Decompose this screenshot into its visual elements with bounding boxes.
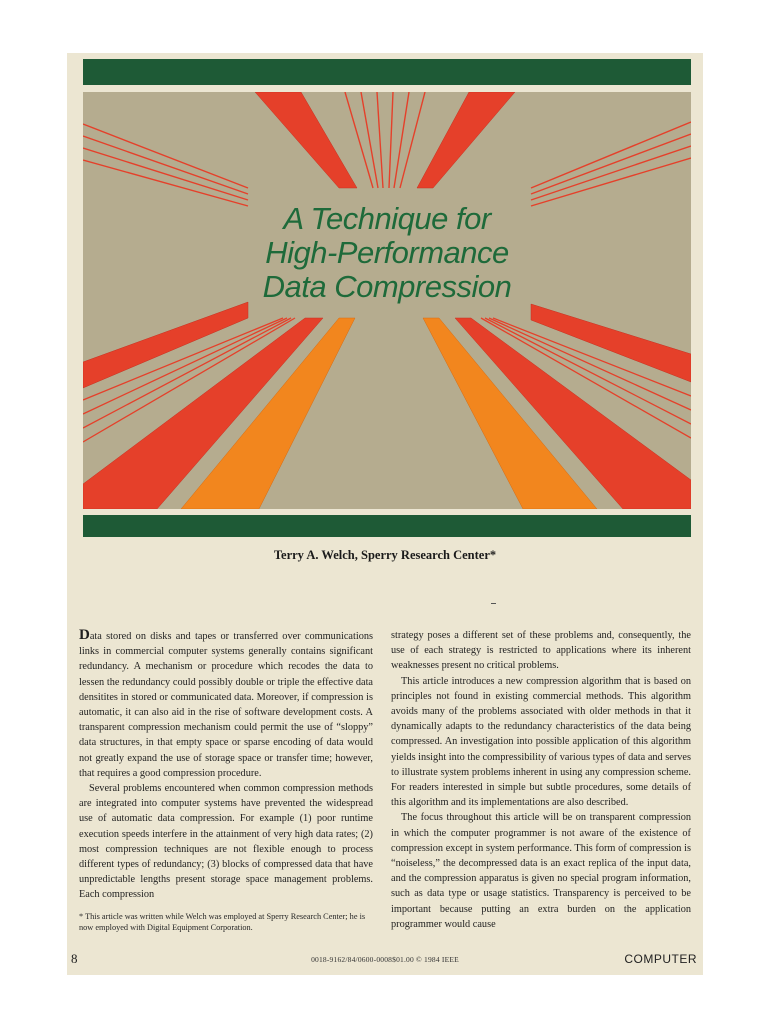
footer-band — [83, 515, 691, 537]
paragraph: strategy poses a different set of these problems and, consequently, the use of each strategy is restricted to applications where its inherent weaknesses present no critical problems. — [391, 630, 691, 672]
drop-cap: D — [79, 627, 90, 643]
title-line: High-Performance — [265, 235, 509, 270]
author-byline: Terry A. Welch, Sperry Research Center* — [273, 548, 497, 562]
footnote: * This article was written while Welch was employed at Sperry Research Center; he is now employed with Digital Equipment Corporation. — [79, 912, 366, 932]
title-line: Data Compression — [262, 269, 512, 304]
body-column-left — [79, 628, 373, 903]
copyright-line: 0018-9162/84/0600-0008$01.00 © 1984 IEEE — [311, 955, 459, 964]
paragraph: This article introduces a new compression algorithm that is based on principles not found in existing commercial methods. This algorithm avoids many of the problems associated with older methods in that it dynamically adapts to the redundancy characteristics of the data being compressed. An investigation into possible application of this algorithm yields insight into the compressibility of various types of data and serves to illustrate system problems inherent in using any compression scheme. For readers interested in simple but subtle procedures, some details of this algorithm and its implementations are also described. — [391, 675, 691, 809]
body-column-right — [391, 628, 691, 932]
paragraph: Several problems encountered when common compression methods are integrated into computer systems have prevented the widespread use of automatic data compression. For example (1) poor runtime execution speeds interfere in the attainment of very high data rates; (2) most compression techniques are not flexible enough to process different types of redundancy; (3) blocks of compressed data that have unpredictable lengths present storage space management problems. Each compression — [79, 783, 373, 901]
title-line: A Technique for — [283, 201, 491, 236]
paragraph: The focus throughout this article will be on transparent compression in which the computer programmer is not aware of the existence of compression except in system performance. This form of compression is “noiseless,” the decompressed data is an exact replica of the input data, and the compression apparatus is given no special program information, such as data type or usage statistics. Transparency is perceived to be important because putting an extra burden on the application programmer would cause — [391, 812, 691, 930]
divider — [491, 603, 496, 604]
title-illustration — [83, 92, 691, 509]
page-number: 8 — [71, 951, 78, 966]
article-title — [83, 202, 691, 304]
article-page — [67, 53, 703, 975]
paragraph — [79, 628, 373, 781]
paragraph-text: ata stored on disks and tapes or transferred over communications links in commercial computer systems generally contains significant redundancy. A mechanism or procedure which recodes the data to lessen the redundancy could possibly double or triple the effective data densitites in stored or communicated data. Moreover, if compression is automatic, it can also aid in the rise of software development costs. A transparent compression mechanism could permit the use of “sloppy” data structures, in that empty space or sparse encoding of data would not greatly expand the use of storage space or transfer time; however, that requires a good compression procedure. — [79, 631, 373, 779]
journal-name: COMPUTER — [624, 952, 697, 966]
header-band — [83, 59, 691, 85]
